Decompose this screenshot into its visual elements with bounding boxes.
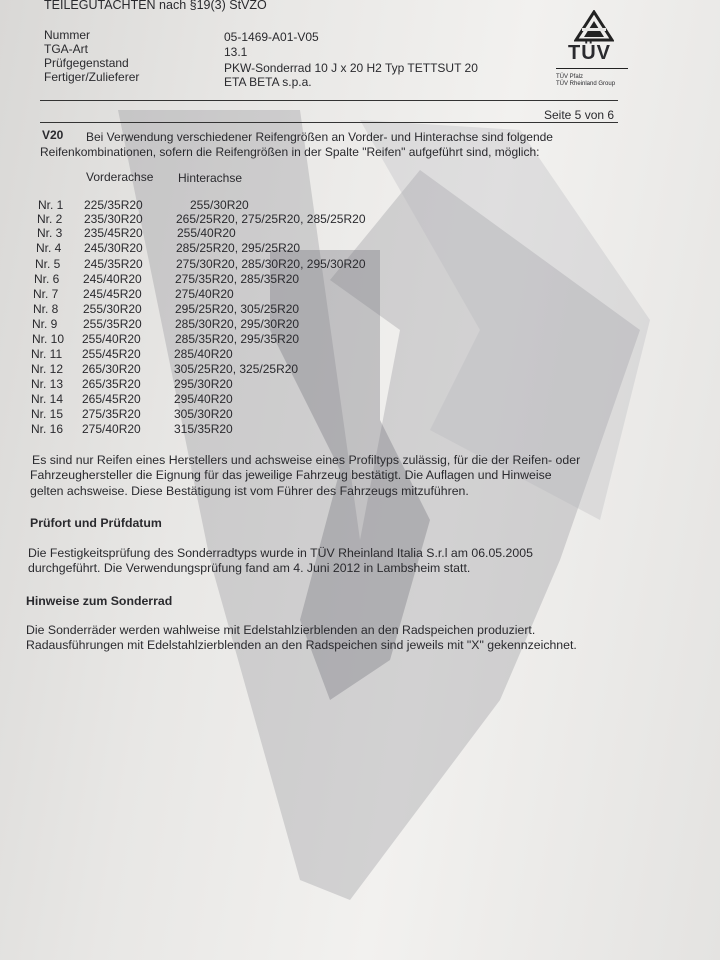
paragraph-line: durchgeführt. Die Verwendungsprüfung fand am 4. Juni 2012 in Lambsheim statt.: [28, 561, 471, 575]
tuv-triangle-icon: [574, 10, 614, 42]
tuv-logo-line1: TÜV Pfalz: [556, 74, 584, 80]
table-row: Nr. 3 235/45R20 255/40R20: [37, 226, 236, 240]
certificate-title: TEILEGUTACHTEN nach §19(3) StVZO: [44, 0, 267, 12]
header-rule: [40, 100, 618, 101]
table-row: Nr. 2 235/30R20 265/25R20, 275/25R20, 285/25R20: [37, 212, 366, 226]
column-header-hinterachse: Hinterachse: [178, 171, 243, 185]
section-code: V20: [42, 128, 64, 142]
table-row: Nr. 8 255/30R20 295/25R20, 305/25R20: [33, 302, 300, 316]
section-heading-hinweise: Hinweise zum Sonderrad: [26, 594, 173, 608]
table-row: Nr. 12 265/30R20 305/25R20, 325/25R20: [31, 362, 299, 376]
label-fertiger: Fertiger/Zulieferer: [44, 70, 140, 84]
label-pruefgegenstand: Prüfgegenstand: [44, 56, 129, 70]
table-row: Nr. 1 225/35R20 255/30R20: [38, 198, 249, 212]
tuv-logo-text: TÜV: [568, 42, 611, 64]
intro-line-1: Bei Verwendung verschiedener Reifengrößen an Vorder- und Hinterachse sind folgende: [86, 130, 553, 144]
column-header-vorderachse: Vorderachse: [86, 170, 154, 184]
table-row: Nr. 9 255/35R20 285/30R20, 295/30R20: [32, 317, 300, 331]
tuv-logo: [556, 10, 634, 100]
value-nummer: 05-1469-A01-V05: [224, 30, 319, 44]
paragraph-line: Es sind nur Reifen eines Herstellers und achsweise eines Profiltyps zulässig, für die der Reifen- oder: [32, 453, 581, 467]
table-row: Nr. 7 245/45R20 275/40R20: [33, 287, 234, 301]
label-nummer: Nummer: [44, 28, 91, 42]
paragraph-line: Die Festigkeitsprüfung des Sonderradtyps wurde in TÜV Rheinland Italia S.r.l am 06.05.2005: [28, 546, 533, 560]
table-row: Nr. 6 245/40R20 275/35R20, 285/35R20: [34, 272, 300, 286]
table-row: Nr. 16 275/40R20 315/35R20: [31, 422, 233, 436]
table-row: Nr. 10 255/40R20 285/35R20, 295/35R20: [32, 332, 300, 346]
value-tga-art: 13.1: [224, 45, 248, 59]
table-row: Nr. 14 265/45R20 295/40R20: [31, 392, 233, 406]
page-number: Seite 5 von 6: [544, 108, 615, 122]
section-heading-pruefort: Prüfort und Prüfdatum: [30, 516, 162, 530]
value-pruefgegenstand: PKW-Sonderrad 10 J x 20 H2 Typ TETTSUT 20: [224, 61, 478, 75]
paragraph-line: Fahrzeughersteller die Eignung für das jeweilige Fahrzeug bestätigt. Die Auflagen und Hinweise: [30, 468, 552, 482]
paragraph-line: Die Sonderräder werden wahlweise mit Edelstahlzierblenden an den Radspeichen produziert.: [26, 623, 536, 637]
table-row: Nr. 15 275/35R20 305/30R20: [31, 407, 233, 421]
table-row: Nr. 11 255/45R20 285/40R20: [31, 347, 233, 361]
table-row: Nr. 5 245/35R20 275/30R20, 285/30R20, 295/30R20: [35, 257, 366, 271]
subheader-rule: [40, 122, 618, 123]
logo-divider: [556, 68, 628, 69]
table-row: Nr. 4 245/30R20 285/25R20, 295/25R20: [36, 241, 301, 255]
intro-line-2: Reifenkombinationen, sofern die Reifengrößen in der Spalte "Reifen" aufgeführt sind, möglich:: [40, 145, 540, 159]
value-fertiger: ETA BETA s.p.a.: [224, 75, 312, 89]
tuv-logo-line2: TÜV Rheinland Group: [556, 81, 616, 87]
paragraph-line: Radausführungen mit Edelstahlzierblenden an den Radspeichen sind jeweils mit "X" gekennzeichnet.: [26, 638, 577, 652]
label-tga-art: TGA-Art: [44, 42, 88, 56]
paragraph-line: gelten achsweise. Diese Bestätigung ist vom Führer des Fahrzeugs mitzuführen.: [30, 484, 469, 498]
table-row: Nr. 13 265/35R20 295/30R20: [31, 377, 233, 391]
